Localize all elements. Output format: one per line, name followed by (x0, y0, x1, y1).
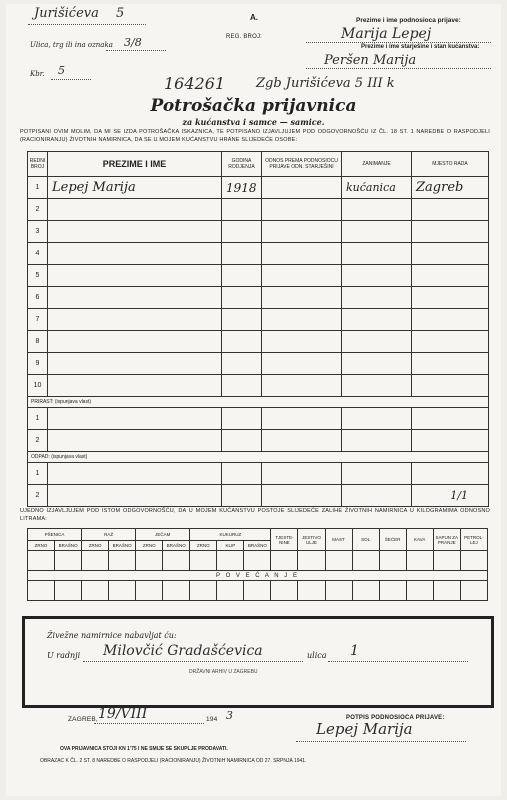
supply-cell[interactable] (82, 551, 109, 571)
shop-value[interactable]: Milovčić Gradašćevica (103, 643, 263, 659)
supply-cell[interactable] (271, 581, 298, 601)
person-place[interactable] (412, 331, 489, 353)
row-num: 9 (28, 353, 48, 375)
row-num: 2 (28, 485, 48, 507)
person-relation[interactable] (262, 243, 342, 265)
supply-cell[interactable] (136, 551, 163, 571)
supply-cell[interactable] (406, 581, 433, 601)
person-name[interactable] (48, 375, 222, 397)
item-pasta: TJESTE-NINE (271, 529, 298, 551)
form-title: Potrošačka prijavnica (150, 96, 357, 116)
person-relation[interactable] (262, 177, 342, 199)
supply-cell[interactable] (406, 551, 433, 571)
person-name[interactable] (48, 265, 222, 287)
street-label: Ulica, trg ili ina oznaka (30, 41, 113, 49)
row-num: 2 (28, 430, 48, 452)
supply-cell[interactable] (352, 551, 379, 571)
sub-grain: ZRNO (28, 541, 55, 551)
prirast-label: PRIRAST: (ispunjava vlast) (28, 397, 489, 408)
person-name[interactable] (48, 331, 222, 353)
reg-number: 164261 (164, 74, 226, 93)
persons-table (27, 151, 489, 507)
person-name[interactable] (48, 199, 222, 221)
grain-corn: KUKURUZ (190, 529, 271, 541)
form-subtitle: za kućanstva i samce — samice. (182, 117, 325, 127)
table-row (28, 309, 489, 331)
supply-cell[interactable] (82, 581, 109, 601)
footer-note-regulation: OBRAZAC K ČL. 2 ST. 8 NAREDBE O RASPODJELI (RACIONIRANJU) ŽIVOTNIH NAMIRNICA OD 27. SRPNJA 1941. (40, 758, 307, 764)
person-occupation[interactable] (342, 331, 412, 353)
person-name[interactable] (48, 221, 222, 243)
sub-flour: BRAŠNO (244, 541, 271, 551)
supply-cell[interactable] (352, 581, 379, 601)
person-place[interactable] (412, 265, 489, 287)
sub-grain: ZRNO (190, 541, 217, 551)
item-sugar: ŠEĆER (379, 529, 406, 551)
supply-cell[interactable] (325, 551, 352, 571)
person-name[interactable] (48, 243, 222, 265)
supply-cell[interactable] (28, 551, 55, 571)
table-row (28, 463, 489, 485)
signature-label: POTPIS PODNOSIOCA PRIJAVE: (346, 715, 445, 721)
head-label: Prezime i ime starješine i stan kućanstva: (361, 44, 480, 50)
row-num: 4 (28, 243, 48, 265)
person-year[interactable]: 1918 (222, 177, 262, 199)
supply-cell[interactable] (217, 551, 244, 571)
person-occupation[interactable] (342, 375, 412, 397)
person-occupation[interactable] (342, 265, 412, 287)
letter-a: A. (250, 13, 258, 22)
sub-flour: BRAŠNO (55, 541, 82, 551)
odpad-mark: 1/1 (412, 485, 489, 507)
row-num: 5 (28, 265, 48, 287)
person-relation[interactable] (262, 375, 342, 397)
person-occupation[interactable] (342, 221, 412, 243)
supply-cell[interactable] (379, 551, 406, 571)
supply-cell[interactable] (28, 581, 55, 601)
reg-note: Zgb Jurišićeva 5 III k (256, 76, 395, 91)
person-occupation[interactable]: kućanica (342, 177, 412, 199)
footer-year-suffix: 3 (226, 709, 233, 722)
supply-cell[interactable] (136, 581, 163, 601)
row-num: 6 (28, 287, 48, 309)
row-num: 10 (28, 375, 48, 397)
supply-cell[interactable] (433, 551, 460, 571)
supply-cell[interactable] (244, 581, 271, 601)
item-salt: SOL (352, 529, 379, 551)
person-place[interactable] (412, 408, 489, 430)
table-row (28, 199, 489, 221)
street-code: 3/8 (124, 36, 142, 49)
supply-cell[interactable] (109, 551, 136, 571)
grain-barley: JEČAM (136, 529, 190, 541)
person-relation[interactable] (262, 408, 342, 430)
person-year[interactable] (222, 430, 262, 452)
table-row (28, 430, 489, 452)
supply-cell[interactable] (55, 551, 82, 571)
reg-label: REG. BROJ: (226, 34, 263, 40)
supply-row (28, 551, 488, 571)
supply-cell[interactable] (379, 581, 406, 601)
table-row (28, 243, 489, 265)
supply-cell[interactable] (325, 581, 352, 601)
declaration-text: UJEDNO IZJAVLJUJEM POD ISTOM ODGOVORNOŠĆU, DA U MOJEM KUĆANSTVU POSTOJE SLIJEDEĆE ZALIHE ŽIVOTNIH NAMIRNICA U KILOGRAMIMA ODNOSNO LITRAMA: (20, 508, 490, 522)
row-num: 1 (28, 408, 48, 430)
street-number: 5 (116, 6, 125, 21)
shop-street-label: ulica (307, 651, 327, 660)
col-occupation: ZANIMANJE (342, 152, 412, 177)
person-name[interactable] (48, 287, 222, 309)
flat-label: Kbr. (30, 70, 45, 78)
person-relation[interactable] (262, 287, 342, 309)
person-year[interactable] (222, 375, 262, 397)
person-relation[interactable] (262, 221, 342, 243)
person-place[interactable] (412, 287, 489, 309)
col-name: PREZIME I IME (48, 152, 222, 177)
archive-stamp: DRŽAVNI ARHIV U ZAGREBU (189, 669, 258, 675)
supply-cell[interactable] (190, 551, 217, 571)
supply-cell[interactable] (433, 581, 460, 601)
supply-cell[interactable] (271, 551, 298, 571)
item-soap: SAPUN ZA PRANJE (433, 529, 460, 551)
item-petroleum: PETROL-LEJ (460, 529, 487, 551)
flat-value: 5 (58, 64, 65, 77)
person-occupation[interactable] (342, 485, 412, 507)
supply-row (28, 581, 488, 601)
item-oil: JESTIVO ULJE (298, 529, 325, 551)
sub-cob: KLIP (217, 541, 244, 551)
row-num: 7 (28, 309, 48, 331)
grain-wheat: PŠENICA (28, 529, 82, 541)
person-year[interactable] (222, 243, 262, 265)
row-num: 1 (28, 177, 48, 199)
supply-cell[interactable] (298, 551, 325, 571)
person-occupation[interactable] (342, 353, 412, 375)
person-occupation[interactable] (342, 463, 412, 485)
table-row (28, 353, 489, 375)
person-relation[interactable] (262, 199, 342, 221)
person-year[interactable] (222, 199, 262, 221)
supplies-table (27, 528, 488, 601)
row-num: 1 (28, 463, 48, 485)
head-value: Peršen Marija (324, 53, 417, 68)
supply-cell[interactable] (460, 581, 487, 601)
person-place[interactable] (412, 199, 489, 221)
table-row (28, 177, 489, 199)
table-row (28, 221, 489, 243)
person-relation[interactable] (262, 331, 342, 353)
person-year[interactable] (222, 331, 262, 353)
intro-text: POTPISANI OVIM MOLIM, DA MI SE IZDA POTROŠAČKA ISKAZNICA, TE POTPISANO IZJAVLJUJEM POD ODGOVORNOŠĆU IZ ČL. 18 ST. 1 NAREDBE O RASPODJELI (RACIONIRANJU) ŽIVOTNIH NAMIRNICA, DA SE U MOJEM KUĆANSTVU HRANE SLIJEDEĆE OSOBE: (20, 129, 490, 143)
person-year[interactable] (222, 287, 262, 309)
person-name[interactable] (48, 408, 222, 430)
supply-cell[interactable] (190, 581, 217, 601)
increase-label: P O V E Ć A N J E (28, 571, 488, 581)
col-place: MJESTO RADA (412, 152, 489, 177)
person-year[interactable] (222, 463, 262, 485)
person-occupation[interactable] (342, 309, 412, 331)
person-year[interactable] (222, 221, 262, 243)
person-year[interactable] (222, 353, 262, 375)
supply-cell[interactable] (109, 581, 136, 601)
person-place[interactable] (412, 430, 489, 452)
table-row (28, 408, 489, 430)
table-row (28, 485, 489, 507)
sub-flour: BRAŠNO (109, 541, 136, 551)
submitter-label: Prezime i ime podnosioca prijave: (356, 17, 461, 24)
supply-cell[interactable] (163, 551, 190, 571)
person-place[interactable] (412, 375, 489, 397)
person-name[interactable] (48, 485, 222, 507)
footer-year-prefix: 194 (206, 716, 218, 723)
person-name[interactable] (48, 430, 222, 452)
supply-cell[interactable] (217, 581, 244, 601)
person-relation[interactable] (262, 309, 342, 331)
supply-cell[interactable] (55, 581, 82, 601)
item-lard: MAST (325, 529, 352, 551)
col-number: REDNI BROJ (28, 152, 48, 177)
person-occupation[interactable] (342, 287, 412, 309)
person-occupation[interactable] (342, 243, 412, 265)
person-place[interactable] (412, 353, 489, 375)
person-occupation[interactable] (342, 430, 412, 452)
sub-grain: ZRNO (82, 541, 109, 551)
submitter-value: Marija Lepej (341, 26, 432, 42)
footer-note-price: OVA PRIJAVNICA STOJI KN 1'75 I NE SMIJE SE SKUPLJE PRODAVATI. (60, 746, 228, 752)
person-occupation[interactable] (342, 199, 412, 221)
supply-cell[interactable] (163, 581, 190, 601)
footer-date[interactable]: 19/VIII (98, 706, 148, 722)
person-place[interactable]: Zagreb (412, 177, 489, 199)
person-occupation[interactable] (342, 408, 412, 430)
grain-rye: RAŽ (82, 529, 136, 541)
person-place[interactable] (412, 221, 489, 243)
col-relation: ODNOS PREMA PODNOSIOCU PRIJAVE ODN. STARJEŠINI (262, 152, 342, 177)
person-relation[interactable] (262, 353, 342, 375)
sub-flour: BRAŠNO (163, 541, 190, 551)
person-name[interactable] (48, 463, 222, 485)
col-year: GODINA RODJENJA (222, 152, 262, 177)
person-year[interactable] (222, 265, 262, 287)
person-name[interactable] (48, 309, 222, 331)
person-relation[interactable] (262, 485, 342, 507)
form-page (6, 4, 501, 796)
person-place[interactable] (412, 309, 489, 331)
item-coffee: KAVA (406, 529, 433, 551)
person-relation[interactable] (262, 430, 342, 452)
row-num: 3 (28, 221, 48, 243)
shop-label: U radnji (47, 651, 81, 660)
table-row (28, 287, 489, 309)
table-row (28, 265, 489, 287)
supply-cell[interactable] (460, 551, 487, 571)
supply-cell[interactable] (244, 551, 271, 571)
person-year[interactable] (222, 485, 262, 507)
person-year[interactable] (222, 408, 262, 430)
row-num: 2 (28, 199, 48, 221)
supply-cell[interactable] (298, 581, 325, 601)
street-name: Jurišićeva (34, 6, 99, 21)
person-year[interactable] (222, 309, 262, 331)
row-num: 8 (28, 331, 48, 353)
sub-grain: ZRNO (136, 541, 163, 551)
table-row (28, 331, 489, 353)
shop-street-value[interactable]: 1 (350, 643, 359, 659)
footer-place: ZAGREB, (68, 716, 98, 723)
table-row (28, 375, 489, 397)
person-place[interactable] (412, 463, 489, 485)
person-place[interactable] (412, 243, 489, 265)
odpad-label: ODPAD: (ispunjava vlast) (28, 452, 489, 463)
person-name[interactable]: Lepej Marija (48, 177, 222, 199)
person-relation[interactable] (262, 463, 342, 485)
person-relation[interactable] (262, 265, 342, 287)
shop-intro: Živežne namirnice nabavljat ću: (47, 631, 177, 640)
shop-box (22, 616, 494, 708)
person-name[interactable] (48, 353, 222, 375)
signature: Lepej Marija (316, 720, 413, 738)
